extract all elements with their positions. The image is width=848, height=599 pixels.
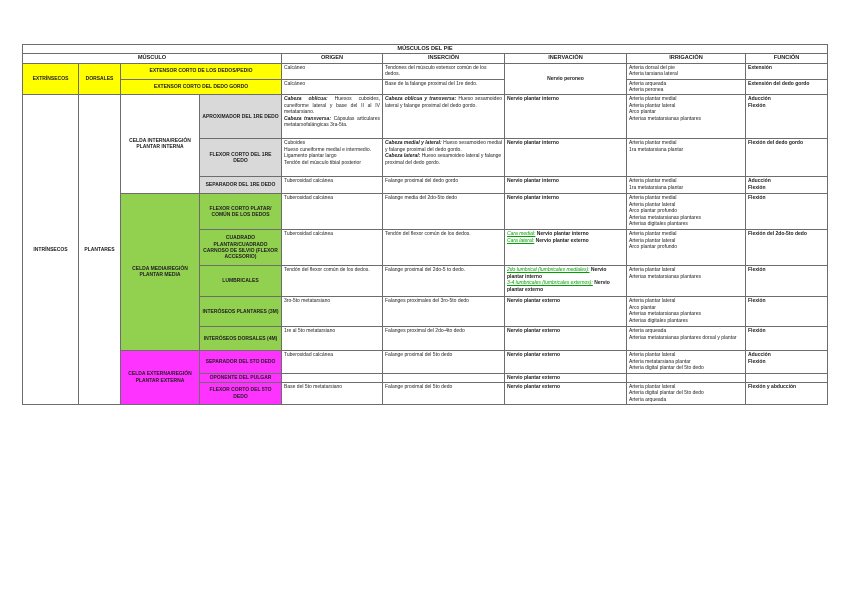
funcion-cell: Flexión del dedo gordo <box>746 139 828 177</box>
origen-text: Huesos cuboides, cuneiforme lateral y base del II al IV metatarsiano. <box>284 96 380 116</box>
funcion-cell: Flexión <box>746 327 828 351</box>
irrigacion-line: Arteria peronea <box>629 87 664 94</box>
irrigacion-line: Arco plantar profundo <box>629 244 678 251</box>
irrigacion-cell <box>627 194 746 230</box>
muscle-name: FLEXOR CORTO DEL 5TO DEDO <box>200 383 282 405</box>
irrigacion-line: Arteria plantar medial <box>629 195 677 202</box>
header-row <box>23 54 828 63</box>
origen-cell <box>282 139 383 177</box>
irrigacion-line: Arteria plantar medial <box>629 96 677 103</box>
funcion-cell: Extensión <box>746 63 828 79</box>
inervacion-cell: Nervio plantar interno <box>505 95 627 139</box>
funcion-line: Aducción <box>748 96 771 103</box>
muscles-of-foot-table <box>22 44 828 405</box>
funcion-cell <box>746 351 828 373</box>
insercion-label: Cabeza medial y lateral: <box>385 140 442 147</box>
insercion-cell: Tendones del músculo extensor común de los dedos. <box>383 63 505 79</box>
muscle-name: SEPARADOR DEL 5TO DEDO <box>200 351 282 373</box>
muscle-name: EXTENSOR CORTO DE LOS DEDOS/PEDIO <box>121 63 282 79</box>
irrigacion-line: 1ra metatarsiana plantar <box>629 146 684 153</box>
irrigacion-line: Arco plantar <box>629 304 656 311</box>
header-funcion: FUNCIÓN <box>746 54 828 63</box>
inervacion-cell: Nervio plantar interno <box>505 194 627 230</box>
funcion-cell: Flexión <box>746 266 828 297</box>
origen-label: Cabeza transversa: <box>284 115 332 122</box>
funcion-cell <box>746 95 828 139</box>
origen-line: Hueso cuneiforme medial e intermedio. <box>284 146 371 153</box>
insercion-label: Cabeza oblicua y transversa: <box>385 96 457 103</box>
inervacion-link[interactable]: Cara medial: <box>507 231 536 238</box>
origen-cell: Calcáneo <box>282 79 383 95</box>
funcion-cell: Flexión <box>746 194 828 230</box>
origen-text: Cápsulas articulares metatarsofalángicas 3ra-5ta. <box>284 115 381 129</box>
inervacion-link[interactable]: 2do lumbrical (lumbricales mediales): <box>507 267 590 274</box>
irrigacion-line: Arteria dorsal del pie <box>629 64 675 71</box>
origen-line: Cuboides <box>284 140 306 147</box>
insercion-text: Hueso sesamoideo lateral y falange proximal del dedo gordo. <box>385 153 502 166</box>
inervacion-cell: Nervio peroneo <box>505 63 627 95</box>
irrigacion-line: Arterias digitales plantares <box>629 317 688 324</box>
irrigacion-line: Arteria plantar lateral <box>629 352 676 359</box>
inervacion-cell <box>505 230 627 266</box>
origen-line: Tendón del músculo tibial posterior <box>284 159 361 166</box>
irrigacion-line: Arterias metatarsianas plantares dorsal y plantar <box>629 334 737 341</box>
inervacion-link[interactable]: 3-4 lumbricales (lumbricales externos): <box>507 280 593 287</box>
irrigacion-line: Arteria plantar medial <box>629 231 677 238</box>
muscle-name: FLEXOR CORTO DEL 1RE DEDO <box>200 139 282 177</box>
irrigacion-cell <box>627 230 746 266</box>
table-title: MÚSCULOS DEL PIE <box>23 45 828 54</box>
insercion-cell: Tendón del flexor común de los dedos. <box>383 230 505 266</box>
inervacion-text: Nervio plantar externo <box>507 280 610 293</box>
irrigacion-line: Arteria plantar lateral <box>629 298 676 305</box>
header-musculo: MÚSCULO <box>23 54 282 63</box>
muscle-name: INTERÓSEOS PLANTARES (3M) <box>200 297 282 327</box>
insercion-label: Cabeza lateral: <box>385 153 421 160</box>
table-title-row <box>23 45 828 54</box>
irrigacion-line: Arteria tarsiana lateral <box>629 71 678 78</box>
irrigacion-line: Arteria arqueada <box>629 80 667 87</box>
origen-line: Ligamento plantar largo <box>284 153 337 160</box>
insercion-cell <box>383 373 505 382</box>
irrigacion-line: Arteria plantar lateral <box>629 237 676 244</box>
irrigacion-line: Arterias metatarsianas plantares <box>629 273 701 280</box>
inervacion-cell: Nervio plantar externo <box>505 297 627 327</box>
funcion-line: Flexión <box>748 358 766 365</box>
insercion-cell <box>383 139 505 177</box>
origen-cell: 1re al 5to metatarsiano <box>282 327 383 351</box>
irrigacion-line: Arteria metatarsiana plantar <box>629 358 691 365</box>
insercion-cell: Falange media del 2do-5to dedo <box>383 194 505 230</box>
inervacion-cell <box>505 266 627 297</box>
origen-cell: Tendón del flexor común de los dedos. <box>282 266 383 297</box>
origen-cell: Calcáneo <box>282 63 383 79</box>
extrinsecos-label: EXTRÍNSECOS <box>23 63 79 95</box>
insercion-cell: Falange proximal del 5to dedo <box>383 351 505 373</box>
insercion-cell: Falange proximal del dedo gordo <box>383 177 505 194</box>
irrigacion-line: Arteria plantar medial <box>629 140 677 147</box>
irrigacion-line: Arteria plantar lateral <box>629 267 676 274</box>
irrigacion-line: Arteria plantar medial <box>629 178 677 185</box>
irrigacion-cell <box>627 266 746 297</box>
muscle-name: FLEXOR CORTO PLATAR/ COMÚN DE LOS DEDOS <box>200 194 282 230</box>
muscle-name: SEPARADOR DEL 1RE DEDO <box>200 177 282 194</box>
table-row <box>23 194 828 230</box>
origen-cell: Tuberosidad calcánea <box>282 194 383 230</box>
funcion-cell <box>746 373 828 382</box>
inervacion-cell: Nervio plantar externo <box>505 373 627 382</box>
irrigacion-cell <box>627 95 746 139</box>
irrigacion-cell <box>627 297 746 327</box>
irrigacion-line: Arterias metatarsianas plantares <box>629 311 701 318</box>
irrigacion-line: 1ra metatarsiana plantar <box>629 184 684 191</box>
header-irrigacion: IRRIGACIÓN <box>627 54 746 63</box>
irrigacion-line: Arterias metatarsianas plantares <box>629 115 701 122</box>
table-row <box>23 79 828 95</box>
inervacion-text: Nervio plantar interno <box>536 231 589 238</box>
insercion-text: Hueso sesamoideo medial y falange proximal del dedo gordo. <box>385 140 503 153</box>
funcion-cell: Flexión y abducción <box>746 383 828 405</box>
irrigacion-line: Arterias digitales plantares <box>629 221 688 228</box>
muscle-name: LUMBRICALES <box>200 266 282 297</box>
irrigacion-cell <box>627 79 746 95</box>
insercion-cell: Falanges proximal del 2do-4to dedo <box>383 327 505 351</box>
origen-cell <box>282 95 383 139</box>
muscle-name: CUADRADO PLANTAR/CUADRADO CARNOSO DE SILVIO (FLEXOR ACCESORIO) <box>200 230 282 266</box>
inervacion-cell: Nervio plantar externo <box>505 351 627 373</box>
inervacion-cell: Nervio plantar externo <box>505 327 627 351</box>
irrigacion-cell <box>627 327 746 351</box>
insercion-cell: Falanges proximales del 3ro-5to dedo <box>383 297 505 327</box>
origen-cell: Tuberosidad calcánea <box>282 230 383 266</box>
funcion-line: Flexión <box>748 102 766 109</box>
celda-media-label: CELDA MEDIA/REGIÓN PLANTAR MEDIA <box>121 194 200 351</box>
insercion-cell: Falange proximal del 5to dedo <box>383 383 505 405</box>
irrigacion-line: Arteria arqueada <box>629 328 667 335</box>
funcion-line: Flexión <box>748 184 766 191</box>
irrigacion-line: Arteria plantar lateral <box>629 201 676 208</box>
irrigacion-line: Arco plantar profundo <box>629 208 678 215</box>
irrigacion-line: Arteria arqueada <box>629 396 667 403</box>
irrigacion-cell <box>627 373 746 382</box>
header-inervacion: INERVACIÓN <box>505 54 627 63</box>
irrigacion-cell <box>627 63 746 79</box>
insercion-text: Hueso sesamoideo lateral y falange proximal del dedo gordo. <box>385 96 502 109</box>
header-insercion: INSERCIÓN <box>383 54 505 63</box>
plantares-label: PLANTARES <box>79 95 121 405</box>
inervacion-cell: Nervio plantar interno <box>505 139 627 177</box>
origen-cell: Base del 5to metatarsiano <box>282 383 383 405</box>
inervacion-link[interactable]: Cara lateral: <box>507 237 535 244</box>
celda-interna-label: CELDA INTERNA/REGIÓN PLANTAR INTERNA <box>121 95 200 194</box>
insercion-cell: Base de la falange proximal del 1re dedo. <box>383 79 505 95</box>
origen-cell: 3ro-5to metatarsiano <box>282 297 383 327</box>
dorsales-label: DORSALES <box>79 63 121 95</box>
funcion-line: Aducción <box>748 352 771 359</box>
muscle-table-sheet <box>22 44 828 405</box>
funcion-cell: Flexión del 2do-5to dedo <box>746 230 828 266</box>
muscle-name: OPONENTE DEL PULGAR <box>200 373 282 382</box>
origen-label: Cabeza oblicua: <box>284 96 328 103</box>
irrigacion-line: Arteria digital plantar del 5to dedo <box>629 390 704 397</box>
funcion-line: Aducción <box>748 178 771 185</box>
intrinsecos-label: INTRÍNSECOS <box>23 95 79 405</box>
header-origen: ORIGEN <box>282 54 383 63</box>
table-row <box>23 63 828 79</box>
insercion-cell: Falange proximal del 2do-5 to dedo. <box>383 266 505 297</box>
muscle-name: EXTENSOR CORTO DEL DEDO GORDO <box>121 79 282 95</box>
irrigacion-line: Arterias metatarsianas plantares <box>629 214 701 221</box>
celda-externa-label: CELDA EXTERNA/REGIÓN PLANTAR EXTERNA <box>121 351 200 405</box>
funcion-cell <box>746 177 828 194</box>
irrigacion-cell <box>627 383 746 405</box>
irrigacion-line: Arteria digital plantar del 5to dedo <box>629 365 704 372</box>
irrigacion-line: Arteria plantar lateral <box>629 102 676 109</box>
muscle-name: INTERÓSEOS DORSALES (4M) <box>200 327 282 351</box>
irrigacion-line: Arteria plantar lateral <box>629 384 676 391</box>
table-row <box>23 95 828 139</box>
table-row <box>23 351 828 373</box>
origen-cell: Tuberosidad calcánea <box>282 351 383 373</box>
muscle-name: APROXIMADOR DEL 1RE DEDO <box>200 95 282 139</box>
inervacion-text: Nervio plantar externo <box>535 237 589 244</box>
irrigacion-cell <box>627 139 746 177</box>
irrigacion-cell <box>627 351 746 373</box>
inervacion-text: Nervio plantar interno <box>507 267 607 280</box>
funcion-cell: Extensión del dedo gordo <box>746 79 828 95</box>
insercion-cell <box>383 95 505 139</box>
inervacion-cell: Nervio plantar externo <box>505 383 627 405</box>
origen-cell: Tuberosidad calcánea <box>282 177 383 194</box>
origen-cell <box>282 373 383 382</box>
inervacion-cell: Nervio plantar interno <box>505 177 627 194</box>
funcion-cell: Flexión <box>746 297 828 327</box>
irrigacion-cell <box>627 177 746 194</box>
irrigacion-line: Arco plantar <box>629 109 656 116</box>
